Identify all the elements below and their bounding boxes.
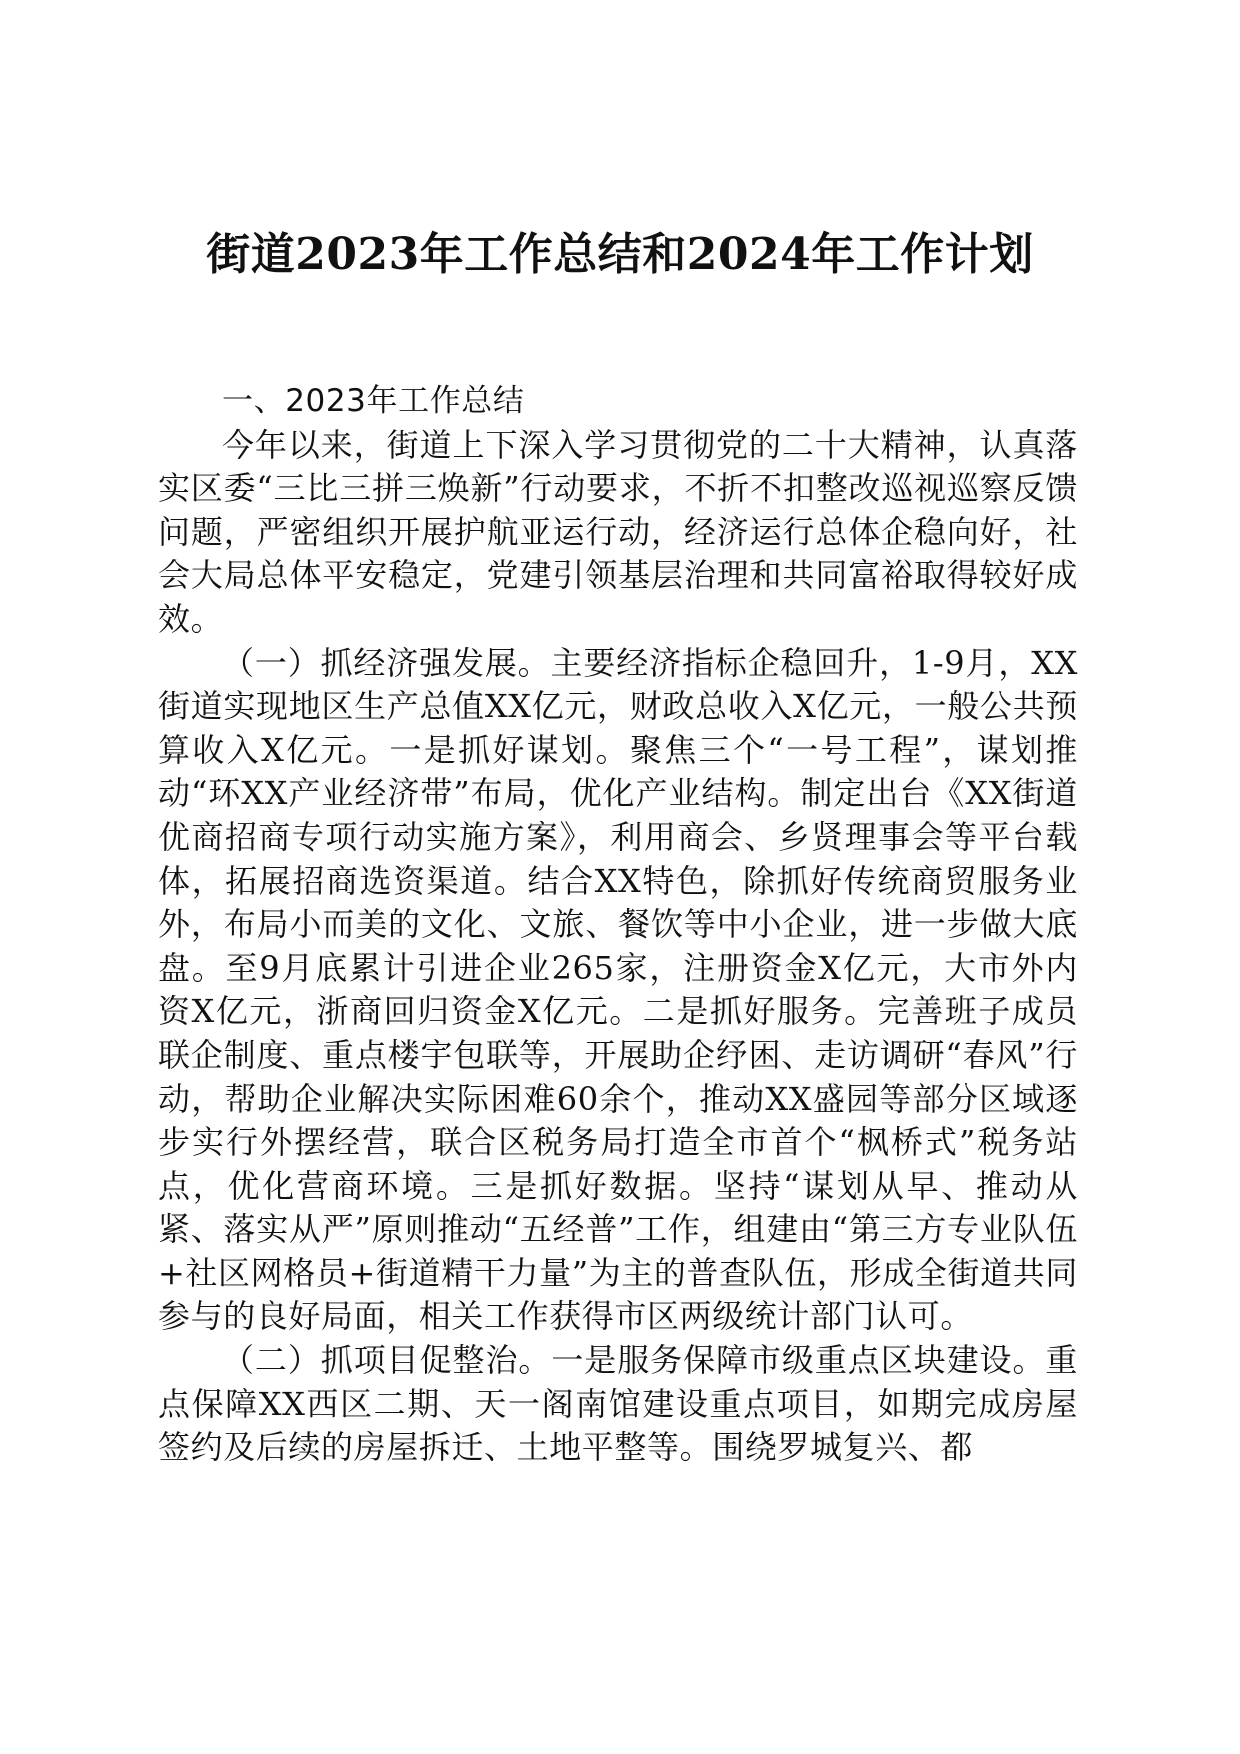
- paragraph-intro: 今年以来，街道上下深入学习贯彻党的二十大精神，认真落实区委“三比三拼三焕新”行动要求，不折不扣整改巡视巡察反馈问题，严密组织开展护航亚运行动，经济运行总体企稳向好，社会大局总体平安稳定，党建引领基层治理和共同富裕取得较好成效。: [158, 425, 1078, 638]
- document-body: [158, 380, 1078, 1470]
- section-heading: 一、2023年工作总结: [222, 383, 525, 419]
- paragraph-projects: （二）抓项目促整治。一是服务保障市级重点区块建设。重点保障XX西区二期、天一阁南馆建设重点项目，如期完成房屋签约及后续的房屋拆迁、土地平整等。围绕罗城复兴、都: [158, 1341, 1078, 1467]
- paragraph-economy: （一）抓经济强发展。主要经济指标企稳回升，1-9月，XX街道实现地区生产总值XX亿元，财政总收入X亿元，一般公共预算收入X亿元。一是抓好谋划。聚焦三个“一号工程”，谋划推动“环XX产业经济带”布局，优化产业结构。制定出台《XX街道优商招商专项行动实施方案》，利用商会、乡贤理事会等平台载体，拓展招商选资渠道。结合XX特色，除抓好传统商贸服务业外，布局小而美的文化、文旅、餐饮等中小企业，进一步做大底盘。至9月底累计引进企业265家，注册资金X亿元，大市外内资X亿元，浙商回归资金X亿元。二是抓好服务。完善班子成员联企制度、重点楼宇包联等，开展助企纾困、走访调研“春风”行动，帮助企业解决实际困难60余个，推动XX盛园等部分区域逐步实行外摆经营，联合区税务局打造全市首个“枫桥式”税务站点，优化营商环境。三是抓好数据。坚持“谋划从早、推动从紧、落实从严”原则推动“五经普”工作，组建由“第三方专业队伍+社区网格员+街道精干力量”为主的普查队伍，形成全街道共同参与的良好局面，相关工作获得市区两级统计部门认可。: [158, 643, 1078, 1336]
- document-title: 街道2023年工作总结和2024年工作计划: [206, 229, 1034, 280]
